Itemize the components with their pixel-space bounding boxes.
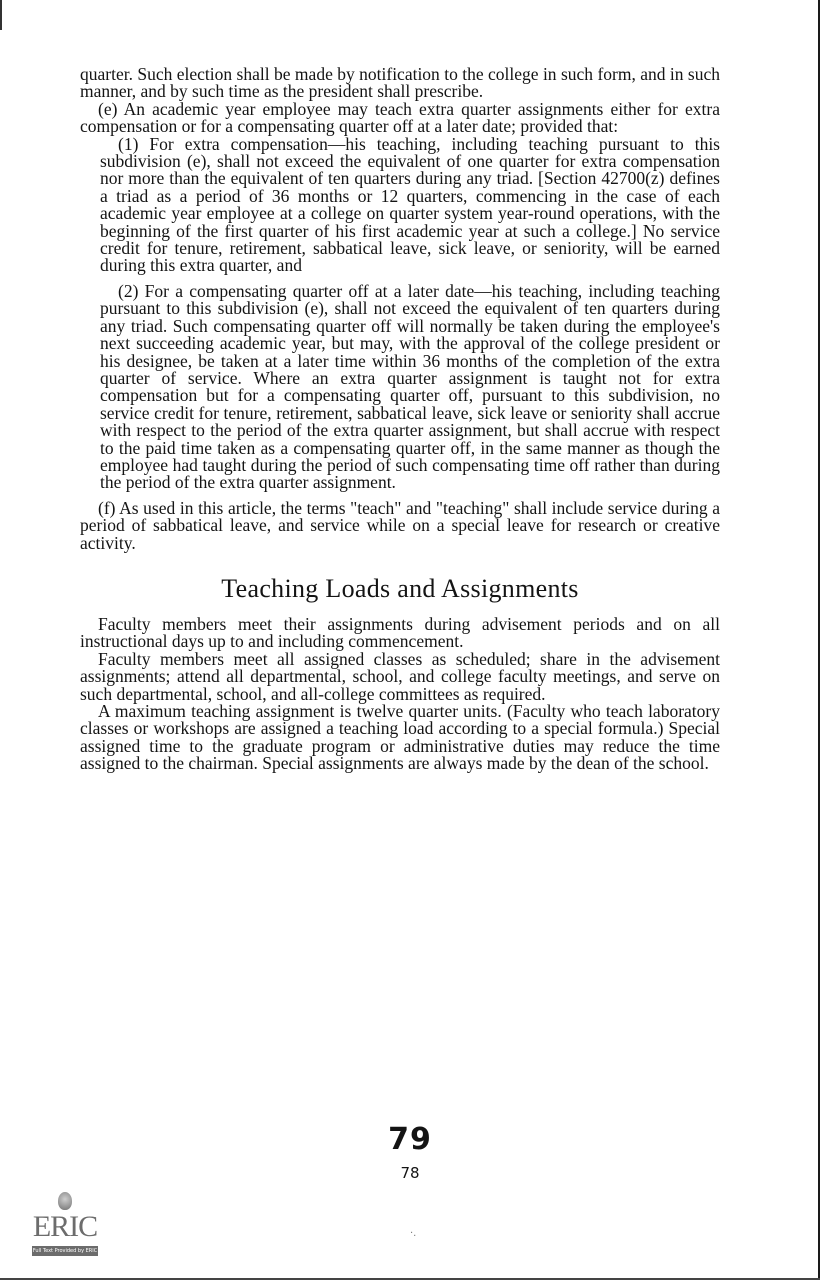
scan-speck: ·. [410, 1228, 417, 1239]
scan-edge-left [0, 0, 2, 30]
paragraph-teaching-definition: (f) As used in this article, the terms "teach" and "teaching" shall include service during a period of sabbatical leave, and service while on a special leave for research or creative activity. [80, 497, 720, 553]
paragraph-extra-quarter-assignments: (e) An academic year employee may teach extra quarter assignments either for extra compensation or for a compensating quarter off at a later date; provided that: [80, 98, 720, 137]
paragraph-extra-compensation: (1) For extra compensation—his teaching, including teaching pursuant to this subdivision (e), shall not exceed the equivalent of one quarter for extra compensation nor more than the equivalent of ten quarters during any triad. [Section 42700(z) defines a triad as a period of 36 months or 12 quarters, commencing in the case of each academic year employee at a college on quarter system year-round operations, with the beginning of the first quarter of his first academic year at such a college.] No service credit for tenure, retirement, sabbatical leave, sick leave, or seniority, will be earned during this extra quarter, and [100, 133, 720, 276]
eric-logo [32, 1188, 98, 1260]
paragraph-faculty-assignments: Faculty members meet their assignments during advisement periods and on all instructional days up to and including commencement. [80, 613, 720, 652]
eric-logo-text: ERIC [32, 1210, 98, 1243]
document-body [80, 66, 720, 773]
eric-flame-icon [58, 1192, 72, 1210]
page-number-large: 79 [388, 1122, 432, 1157]
paragraph-faculty-duties: Faculty members meet all assigned classes as scheduled; share in the advisement assignments; attend all departmental, school, and college faculty meetings, and serve on such departmental, school, and all-college committees as required. [80, 648, 720, 704]
eric-logo-tagline: Full Text Provided by ERIC [32, 1248, 98, 1254]
paragraph-compensating-quarter: (2) For a compensating quarter off at a later date—his teaching, including teaching pursuant to this subdivision (e), shall not exceed the equivalent of ten quarters during any triad. Such compensating quarter off will normally be taken during the employee's next succeeding academic year, but may, with the approval of the college president or his designee, be taken at a later time within 36 months of the completion of the extra quarter of service. Where an extra quarter assignment is taught not for extra compensation but for a compensating quarter off, pursuant to this subdivision, no service credit for tenure, retirement, sabbatical leave, sick leave or seniority shall accrue with respect to the period of the extra quarter assignment, but shall accrue with respect to the paid time taken as a compensating quarter off, in the same manner as though the employee had taught during the period of such compensating time off rather than during the period of the extra quarter assignment. [100, 280, 720, 493]
page-number-small: 78 [400, 1164, 420, 1182]
section-heading: Teaching Loads and Assignments [221, 573, 579, 603]
paragraph-election-continued: quarter. Such election shall be made by notification to the college in such form, and in such manner, and by such time as the president shall prescribe. [80, 64, 720, 102]
paragraph-maximum-load: A maximum teaching assignment is twelve quarter units. (Faculty who teach laboratory classes or workshops are assigned a teaching load according to a special formula.) Special assigned time to the graduate program or administrative duties may reduce the time assigned to the chairman. Special assignments are always made by the dean of the school. [80, 701, 720, 774]
